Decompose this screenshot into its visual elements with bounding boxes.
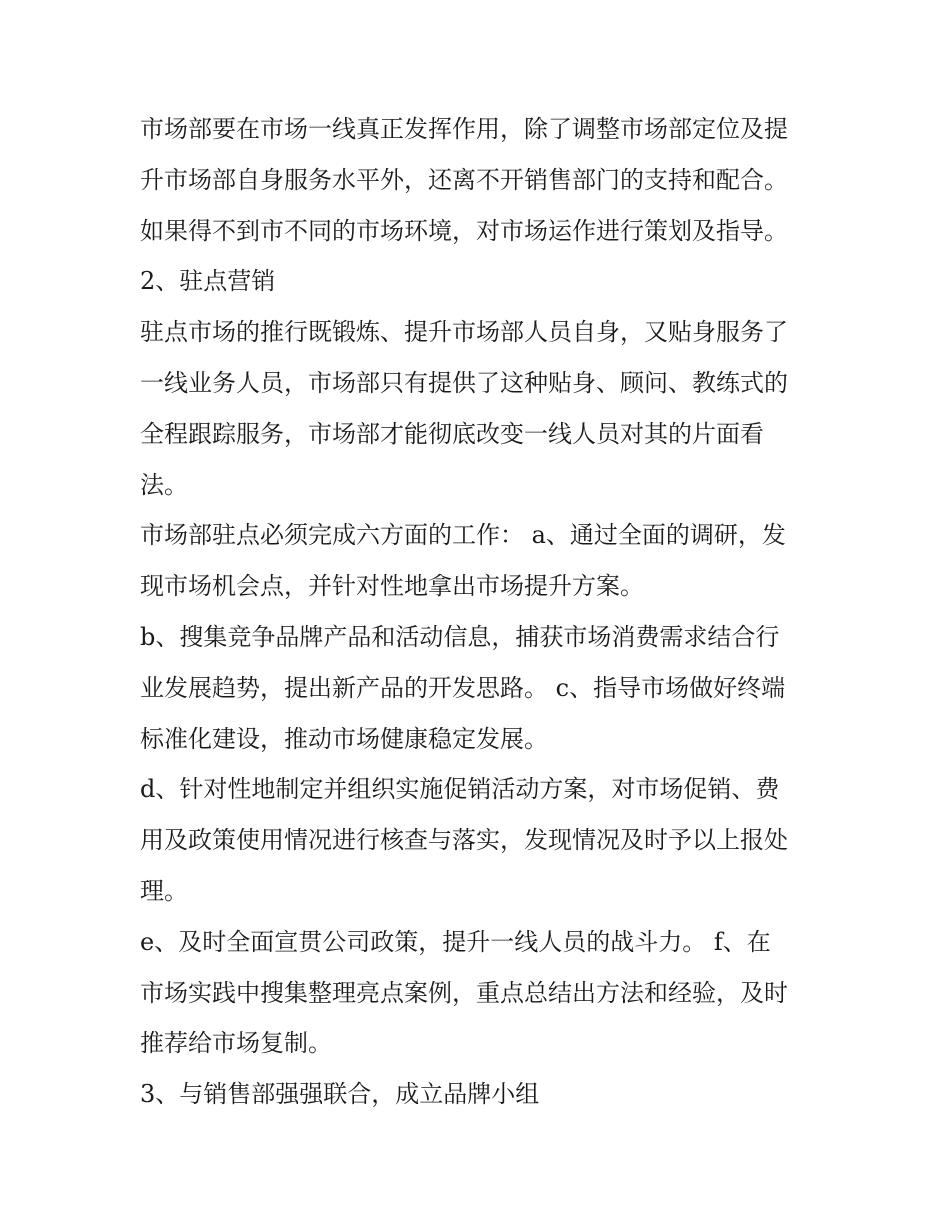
text-line: 法。 (140, 470, 188, 499)
paragraph-tasks-e-f (140, 917, 820, 1069)
text-line: 升市场部自身服务水平外，还离不开销售部门的支持和配合。 (140, 165, 788, 194)
text-line: 市场实践中搜集整理亮点案例，重点总结出方法和经验，及时 (140, 978, 788, 1007)
paragraph-tasks-b-c (140, 612, 820, 764)
heading-line: 2、驻点营销 (140, 267, 276, 296)
section-heading-brand-team (140, 1069, 820, 1120)
text-line: 现市场机会点，并针对性地拿出市场提升方案。 (140, 572, 644, 601)
text-line: b、搜集竞争品牌产品和活动信息，捕获市场消费需求结合行 (140, 622, 780, 651)
text-line: 市场部驻点必须完成六方面的工作： a、通过全面的调研，发 (140, 521, 786, 550)
text-line: 理。 (140, 876, 188, 905)
text-line: 用及政策使用情况进行核查与落实，发现情况及时予以上报处 (140, 826, 788, 855)
paragraph-marketing-role (140, 104, 820, 256)
text-line: 市场部要在市场一线真正发挥作用，除了调整市场部定位及提 (140, 115, 788, 143)
paragraph-six-tasks-a (140, 510, 820, 612)
text-line: 驻点市场的推行既锻炼、提升市场部人员自身，又贴身服务了 (140, 318, 788, 347)
text-line: 如果得不到市不同的市场环境，对市场运作进行策划及指导。 (140, 216, 788, 245)
document-body (140, 104, 820, 1120)
paragraph-stationed-marketing (140, 307, 820, 510)
text-line: 一线业务人员，市场部只有提供了这种贴身、顾问、教练式的 (140, 368, 788, 397)
text-line: 推荐给市场复制。 (140, 1029, 332, 1058)
text-line: e、及时全面宣贯公司政策，提升一线人员的战斗力。 f、在 (140, 927, 771, 956)
text-line: d、针对性地制定并组织实施促销活动方案，对市场促销、费 (140, 775, 780, 804)
heading-line: 3、与销售部强强联合，成立品牌小组 (140, 1080, 540, 1109)
text-line: 全程跟踪服务，市场部才能彻底改变一线人员对其的片面看 (140, 419, 764, 448)
section-heading-stationed-marketing (140, 256, 820, 307)
paragraph-task-d (140, 764, 820, 916)
text-line: 业发展趋势，提出新产品的开发思路。 c、指导市场做好终端 (140, 673, 786, 702)
text-line: 标准化建设，推动市场健康稳定发展。 (140, 724, 548, 753)
